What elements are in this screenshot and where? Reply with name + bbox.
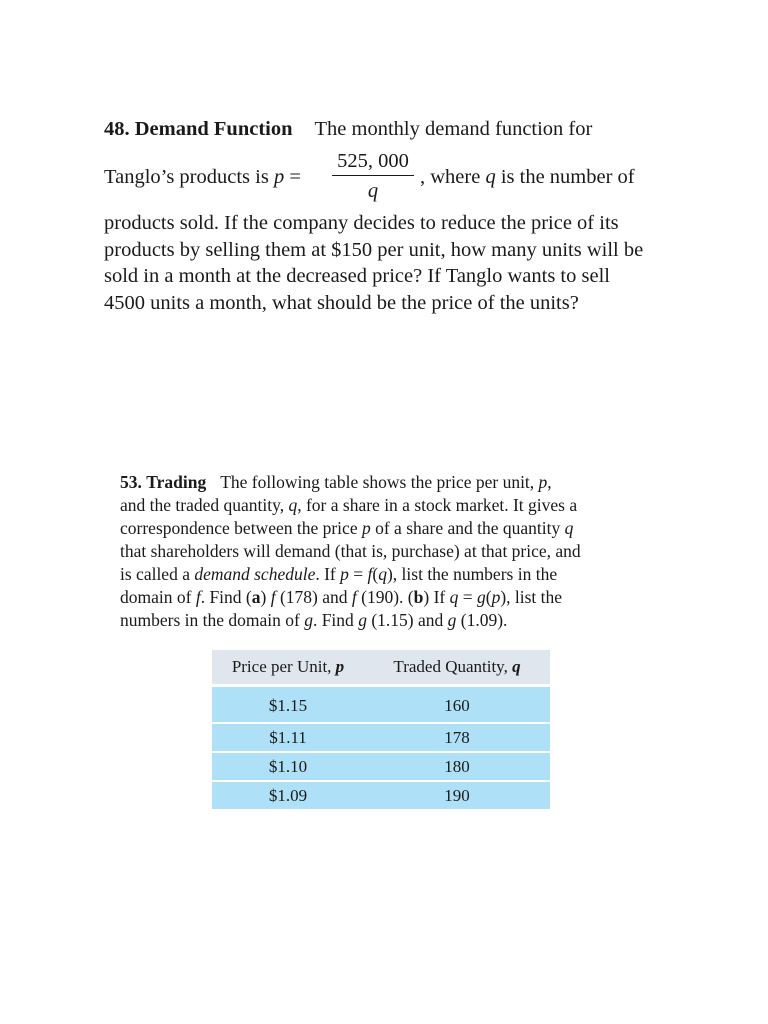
table-row — [212, 782, 550, 809]
price-cell: $1.10 — [212, 753, 364, 782]
problem-48 — [104, 116, 704, 316]
body-line: numbers in the domain of g. Find g (1.15) and g (1.09). — [120, 610, 508, 630]
formula-line — [104, 118, 704, 202]
table-row — [212, 753, 550, 782]
quantity-cell: 178 — [364, 724, 550, 753]
fraction-numerator: 525, 000 — [337, 150, 409, 172]
body-line: domain of f. Find (a) f (178) and f (190). (b) If q = g(p), list the — [120, 587, 563, 607]
problem-53 — [120, 471, 660, 632]
problem-heading: Trading — [146, 472, 207, 492]
column-header-price: Price per Unit, p — [212, 650, 364, 687]
demand-fraction — [332, 148, 414, 204]
column-header-quantity: Traded Quantity, q — [364, 650, 550, 687]
formula-lead: Tanglo’s products is p = — [104, 166, 301, 188]
problem-heading: Demand Function — [134, 118, 293, 140]
price-cell: $1.15 — [212, 687, 364, 724]
problem-48-body — [104, 210, 704, 316]
quantity-cell: 160 — [364, 687, 550, 724]
table-header-row — [212, 650, 550, 687]
problem-number: 53. — [120, 472, 142, 492]
demand-schedule-table — [212, 650, 550, 809]
body-line: 4500 units a month, what should be the price of the units? — [104, 291, 579, 314]
formula-trailing-text: , where q is the number of — [420, 166, 635, 188]
body-line: correspondence between the price p of a share and the quantity q — [120, 518, 574, 538]
quantity-cell: 190 — [364, 782, 550, 809]
problem-intro: The monthly demand function for — [314, 118, 593, 140]
body-line: products by selling them at $150 per unit, how many units will be — [104, 238, 644, 261]
formula-variable-p: p — [273, 166, 285, 188]
body-line: and the traded quantity, q, for a share in a stock market. It gives a — [120, 495, 578, 515]
body-line: is called a demand schedule. If p = f(q), list the numbers in the — [120, 564, 558, 584]
fraction-bar — [332, 175, 414, 176]
table-row — [212, 687, 550, 724]
body-line: that shareholders will demand (that is, purchase) at that price, and — [120, 541, 581, 561]
problem-number: 48. — [104, 118, 130, 140]
fraction-denominator: q — [367, 180, 379, 202]
price-cell: $1.09 — [212, 782, 364, 809]
price-cell: $1.11 — [212, 724, 364, 753]
body-line: sold in a month at the decreased price? If Tanglo wants to sell — [104, 265, 610, 287]
quantity-cell: 180 — [364, 753, 550, 782]
body-line: products sold. If the company decides to reduce the price of its — [104, 212, 619, 234]
table-row — [212, 724, 550, 753]
body-line: 53. Trading The following table shows the price per unit, p, — [120, 472, 552, 492]
